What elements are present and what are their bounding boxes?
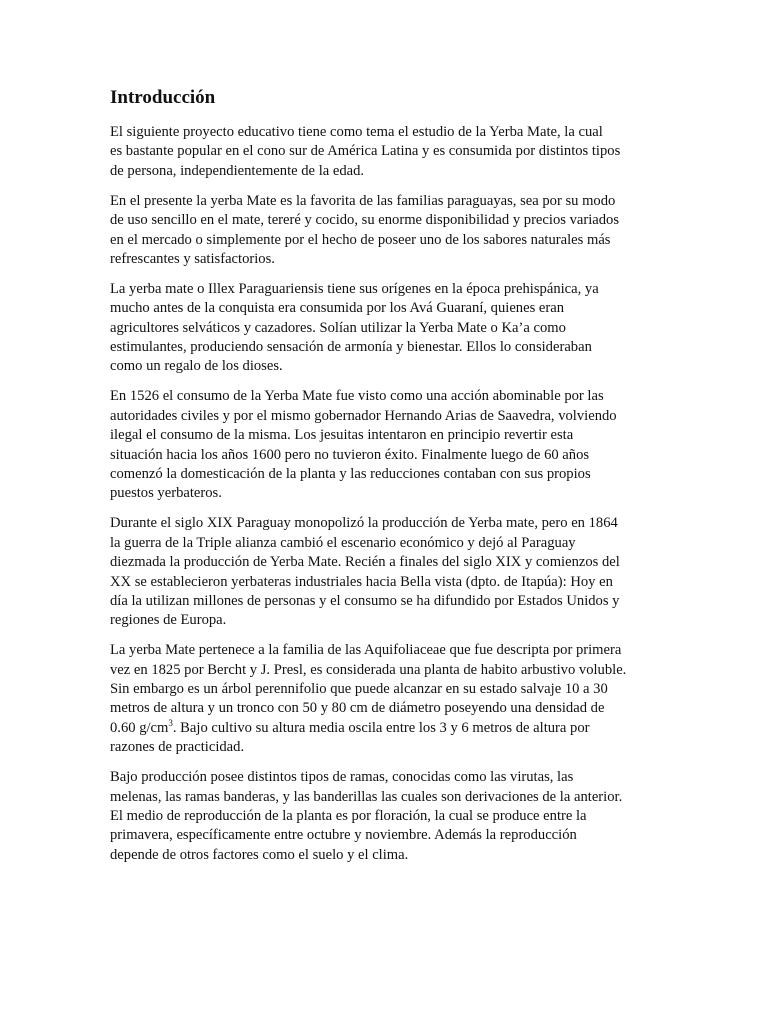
text-line: En el presente la yerba Mate es la favorita de las familias paraguayas, sea por su modo (110, 192, 616, 209)
text-line: diezmada la producción de Yerba Mate. Recién a finales del siglo XIX y comienzos del (110, 554, 620, 571)
text-line: situación hacia los años 1600 pero no tuvieron éxito. Finalmente luego de 60 años (110, 446, 590, 463)
text-line: vez en 1825 por Bercht y J. Presl, es considerada una planta de habito arbustivo voluble. (110, 661, 627, 678)
text-line: de uso sencillo en el mate, tereré y cocido, su enorme disponibilidad y precios variados (110, 212, 620, 229)
paragraph-7 (110, 768, 665, 865)
text-line: El siguiente proyecto educativo tiene como tema el estudio de la Yerba Mate, la cual (110, 124, 603, 140)
text-line: como un regalo de los dioses. (110, 358, 283, 375)
text-line: la guerra de la Triple alianza cambió el escenario económico y dejó al Paraguay (110, 534, 576, 551)
text-line: En 1526 el consumo de la Yerba Mate fue visto como una acción abominable por las (110, 388, 604, 405)
text-line: XX se establecieron yerbateras industriales hacia Bella vista (dpto. de Itapúa): Hoy en (110, 573, 613, 590)
text-line: Bajo producción posee distintos tipos de ramas, conocidas como las virutas, las (110, 769, 574, 786)
text-line: depende de otros factores como el suelo y el clima. (110, 846, 409, 863)
document-title: Introducción (110, 87, 216, 108)
text-line: es bastante popular en el cono sur de América Latina y es consumida por distintos tipos (110, 143, 621, 160)
text-line: de persona, independientemente de la edad. (110, 162, 365, 179)
text-line: mucho antes de la conquista era consumida por los Avá Guaraní, quienes eran (110, 300, 565, 317)
text-line: Durante el siglo XIX Paraguay monopolizó la producción de Yerba mate, pero en 1864 (110, 515, 618, 532)
text-line: metros de altura y un tronco con 50 y 80 cm de diámetro poseyendo una densidad de (110, 700, 605, 717)
text-line: refrescantes y satisfactorios. (110, 250, 275, 267)
paragraph-2 (110, 192, 665, 270)
density-value: 0.60 g/cm (110, 719, 169, 736)
document-body (110, 86, 665, 876)
text-line: regiones de Europa. (110, 612, 227, 629)
text-line: melenas, las ramas banderas, y las banderillas las cuales son derivaciones de la anterior. (110, 788, 623, 805)
text-line: puestos yerbateros. (110, 485, 222, 502)
text-line: en el mercado o simplemente por el hecho de poseer uno de los sabores naturales más (110, 231, 611, 248)
text-line: estimulantes, produciendo sensación de armonía y bienestar. Ellos lo consideraban (110, 339, 592, 356)
text-line: ilegal el consumo de la misma. Los jesuitas intentaron en principio revertir esta (110, 427, 574, 444)
text-line: agricultores selváticos y cazadores. Solían utilizar la Yerba Mate o Ka’a como (110, 319, 566, 336)
text-line: autoridades civiles y por el mismo gobernador Hernando Arias de Saavedra, volviendo (110, 407, 617, 424)
superscript-exponent: 3 (168, 718, 173, 729)
density-line (110, 719, 665, 738)
paragraph-6 (110, 641, 665, 757)
text-line: primavera, específicamente entre octubre y noviembre. Además la reproducción (110, 827, 577, 844)
text-line: La yerba mate o Illex Paraguariensis tiene sus orígenes en la época prehispánica, ya (110, 280, 599, 297)
text-line: La yerba Mate pertenece a la familia de las Aquifoliaceae que fue descripta por primera (110, 642, 622, 659)
text-line: razones de practicidad. (110, 739, 245, 756)
density-line-rest: . Bajo cultivo su altura media oscila entre los 3 y 6 metros de altura por (172, 719, 590, 736)
text-line: día la utilizan millones de personas y el consumo se ha difundido por Estados Unidos y (110, 592, 620, 609)
paragraph-1 (110, 123, 665, 181)
paragraph-3 (110, 280, 665, 377)
text-line: Sin embargo es un árbol perennifolio que puede alcanzar en su estado salvaje 10 a 30 (110, 681, 608, 698)
paragraph-5 (110, 514, 665, 630)
paragraph-4 (110, 387, 665, 503)
text-line: El medio de reproducción de la planta es por floración, la cual se produce entre la (110, 808, 587, 824)
text-line: comenzó la domesticación de la planta y las reducciones contaban con sus propios (110, 466, 591, 482)
